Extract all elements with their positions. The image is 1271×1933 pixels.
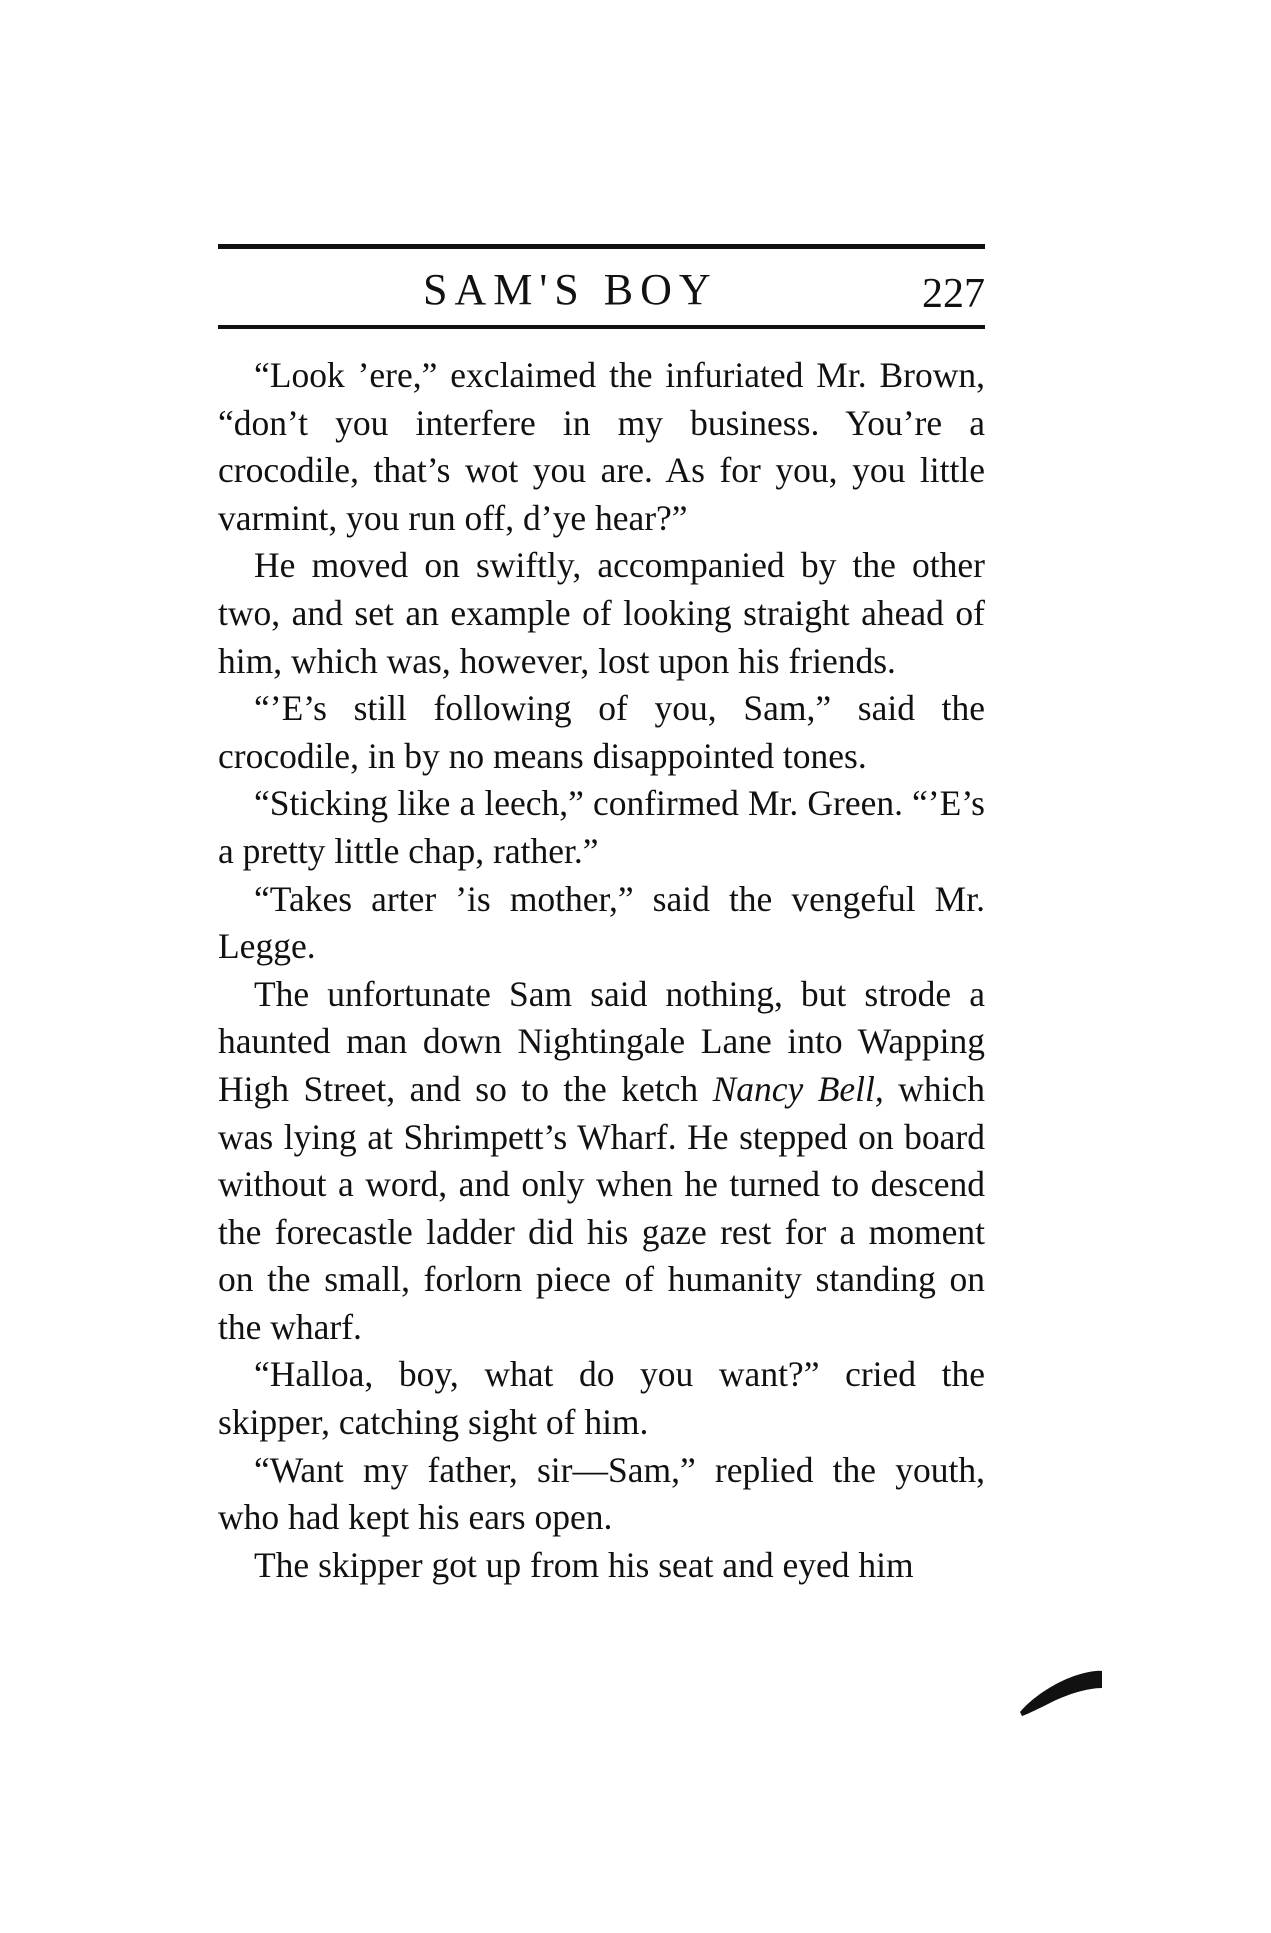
paragraph: “Look ’ere,” exclaimed the infuriated Mr. Brown, “don’t you interfere in my business. You’re a crocodile, that’s wot you are. As for you, you little varmint, you run off, d’ye hear?” <box>218 355 985 538</box>
page-number: 227 <box>922 271 985 317</box>
paragraph-text: which was lying at Shrimpett’s Wharf. He stepped on board without a word, and only when he turned to descend the forecastle ladder did his gaze rest for a moment on the small, forlorn piece of humanity standing on the wharf. <box>218 1068 985 1347</box>
ink-blot-mark <box>1018 1668 1104 1718</box>
page-header <box>218 244 985 332</box>
running-title: SAM'S BOY <box>423 265 718 314</box>
paragraph: The skipper got up from his seat and eyed him <box>254 1544 914 1585</box>
header-rule-top <box>218 244 985 249</box>
paragraph: “Want my father, sir—Sam,” replied the youth, who had kept his ears open. <box>218 1449 985 1538</box>
paragraph: “Sticking like a leech,” confirmed Mr. Green. “’E’s a pretty little chap, rather.” <box>218 783 985 871</box>
body-text <box>218 352 985 1589</box>
paragraph: He moved on swiftly, accompanied by the other two, and set an example of looking straight ahead of him, which was, however, lost upon his friends. <box>218 545 985 681</box>
ship-name: Nancy Bell, <box>712 1068 884 1109</box>
paragraph: “Takes arter ’is mother,” said the vengeful Mr. Legge. <box>218 878 985 967</box>
paragraph: “Halloa, boy, what do you want?” cried the skipper, catching sight of him. <box>218 1354 985 1443</box>
header-rule-bottom <box>218 325 985 329</box>
paragraph-text: The unfortunate Sam said nothing, but strode a haunted man down Nightingale Lane into Wapping High Street, and so to the ketch <box>218 973 985 1109</box>
paragraph: “’E’s still following of you, Sam,” said the crocodile, in by no means disappointed tones. <box>218 688 985 776</box>
paragraph <box>218 971 985 1352</box>
